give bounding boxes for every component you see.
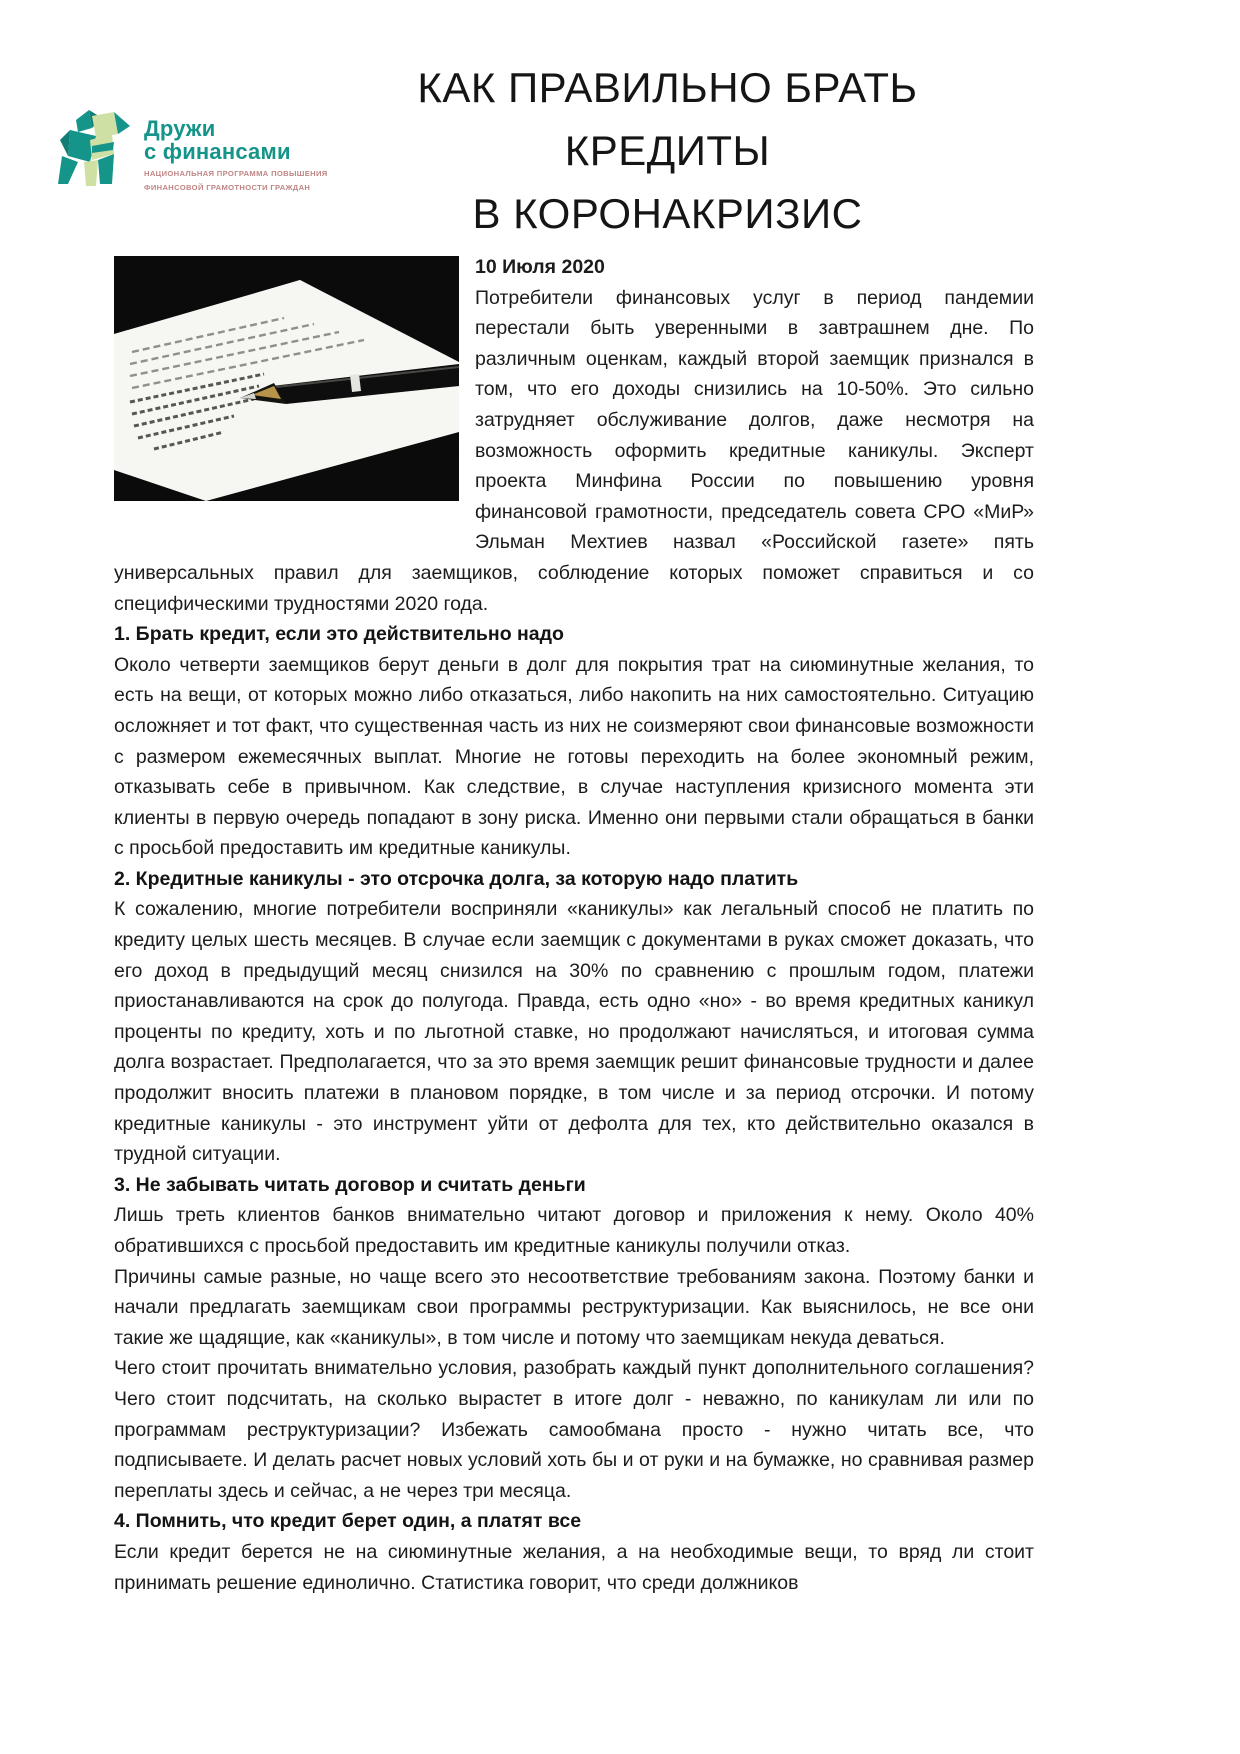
section-4-heading: 4. Помнить, что кредит берет один, а платят все — [114, 1510, 582, 1533]
logo-title-line1: Дружи — [144, 116, 216, 141]
article-body — [0, 252, 1240, 1598]
section-2-heading: 2. Кредитные каникулы - это отсрочка долга, за которую надо платить — [114, 867, 799, 890]
logo-title-line2: с финансами — [144, 138, 291, 164]
logo-subtitle-line2: ФИНАНСОВОЙ ГРАМОТНОСТИ ГРАЖДАН — [144, 183, 311, 193]
druzhi-s-finansami-logo — [56, 106, 328, 193]
page-title-line2: В КОРОНАКРИЗИС — [472, 190, 863, 237]
section-1-heading: 1. Брать кредит, если это действительно надо — [114, 623, 564, 646]
fountain-pen-on-contract-photo — [114, 256, 459, 501]
document-header — [0, 56, 1240, 252]
logo-text — [144, 106, 328, 193]
section-3-heading: 3. Не забывать читать договор и считать деньги — [114, 1173, 586, 1196]
page-title — [320, 56, 1015, 245]
page-title-line1: КАК ПРАВИЛЬНО БРАТЬ КРЕДИТЫ — [417, 64, 918, 174]
section-3-paragraph-2: Причины самые разные, но чаще всего это несоответствие требованиям закона. Поэтому банки и начали предлагать заемщикам свои программы реструктуризации. Как выяснилось, не все они такие же щадящие, как «каникулы», в том числе и потому что заемщикам некуда деваться. — [114, 1265, 1034, 1349]
section-3-paragraph-3: Чего стоит прочитать внимательно условия, разобрать каждый пункт дополнительного соглашения? Чего стоит подсчитать, на сколько вырастет в итоге долг - неважно, по каникулам ли или по программам реструктуризации? Избежать самообмана просто - нужно читать все, что подписываете. И делать расчет новых условий хоть бы и от руки и на бумажке, но сравнивая размер переплаты здесь и сейчас, а не через три месяца. — [114, 1357, 1034, 1502]
lead-paragraph: Потребители финансовых услуг в период пандемии перестали быть уверенными в завтрашнем дне. По различным оценкам, каждый второй заемщик признался в том, что его доходы снизились на 10-50%. Это сильно затрудняет обслуживание долгов, даже несмотря на возможность оформить кредитные каникулы. Эксперт проекта Минфина России по повышению уровня финансовой грамотности, председатель совета СРО «МиР» Эльман Мехтиев назвал «Российской газете» пять универсальных правил для заемщиков, соблюдение которых поможет справиться и со специфическими трудностями 2020 года. — [114, 286, 1034, 615]
section-3-paragraph-1: Лишь треть клиентов банков внимательно читают договор и приложения к нему. Около 40% обратившихся с просьбой предоставить им кредитные каникулы получили отказ. — [114, 1204, 1034, 1257]
section-4-paragraph: Если кредит берется не на сиюминутные желания, а на необходимые вещи, то вряд ли стоит принимать решение единолично. Статистика говорит, что среди должников — [114, 1540, 1034, 1594]
section-1-paragraph: Около четверти заемщиков берут деньги в долг для покрытия трат на сиюминутные желания, то есть на вещи, от которых можно либо отказаться, либо накопить на них самостоятельно. Ситуацию осложняет и тот факт, что существенная часть из них не соизмеряют свои финансовые возможности с размером ежемесячных выплат. Многие не готовы переходить на более экономный режим, отказывать себе в привычном. Как следствие, в случае наступления кризисного момента эти клиенты в первую очередь попадают в зону риска. Именно они первыми стали обращаться в банки с просьбой предоставить им кредитные каникулы. — [114, 653, 1034, 860]
logo-subtitle-line1: НАЦИОНАЛЬНАЯ ПРОГРАММА ПОВЫШЕНИЯ — [144, 168, 328, 178]
section-2-paragraph: К сожалению, многие потребители восприняли «каникулы» как легальный способ не платить по кредиту целых шесть месяцев. В случае если заемщик с документами в руках сможет доказать, что его доход в предыдущий месяц снизился на 30% по сравнению с прошлым годом, платежи приостанавливаются на срок до полугода. Правда, есть одно «но» - во время кредитных каникул проценты по кредиту, хоть и по льготной ставке, но продолжают начисляться, и итоговая сумма долга возрастает. Предполагается, что за это время заемщик решит финансовые трудности и далее продолжит вносить платежи в плановом порядке, в том числе и за период отсрочки. И потому кредитные каникулы - это инструмент уйти от дефолта для тех, кто действительно оказался в трудной ситуации. — [114, 898, 1034, 1166]
article-date: 10 Июля 2020 — [475, 256, 605, 278]
origami-dog-icon — [56, 106, 134, 190]
